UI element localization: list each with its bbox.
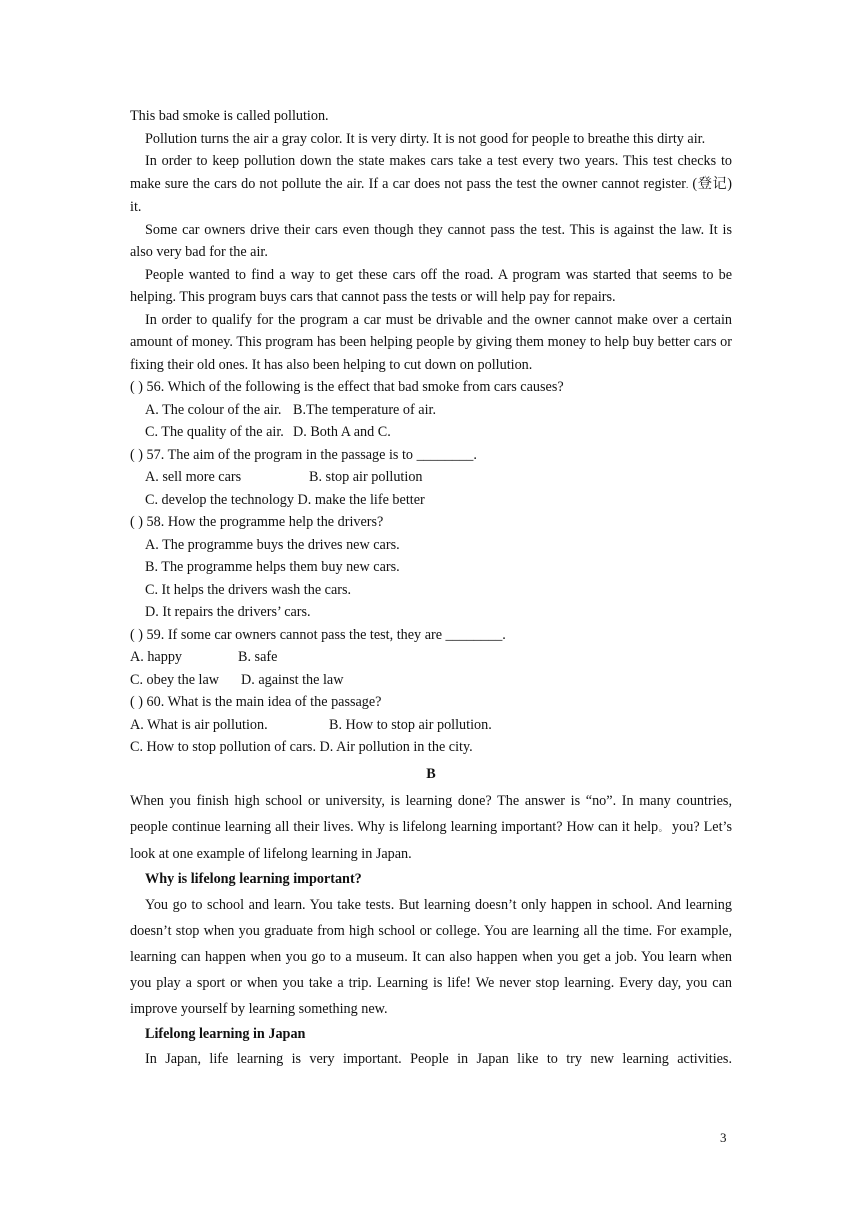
option-59-c: C. obey the law	[130, 671, 220, 688]
question-59: ( ) 59. If some car owners cannot pass the test, they are ________.	[130, 626, 506, 643]
question-57: ( ) 57. The aim of the program in the passage is to ________.	[130, 446, 477, 463]
passage-b-heading-2: Lifelong learning in Japan	[145, 1025, 306, 1042]
option-57-b: B. stop air pollution	[309, 469, 423, 485]
paragraph-2-text-end: (登记) it.	[130, 175, 732, 215]
option-58-d: D. It repairs the drivers’ cars.	[145, 604, 311, 620]
option-56-b: B.The temperature of air.	[293, 401, 436, 418]
option-59-a: A. happy	[130, 649, 183, 665]
passage-a-paragraph-2	[130, 150, 732, 219]
passage-a-line-1: This bad smoke is called pollution.	[130, 108, 329, 124]
question-57-options-cd: C. develop the technology D. make the life better	[145, 491, 425, 508]
question-57-options-ab	[130, 466, 732, 489]
passage-a-paragraph-5: In order to qualify for the program a car must be drivable and the owner cannot make over a certain amount of money. This program has been helping people by giving them money to help buy better cars or fixing their old ones. It has also been helping to cut down on pollution.	[130, 311, 732, 373]
paragraph-b1-mark: 。	[658, 823, 669, 833]
passage-b-paragraph-2: You go to school and learn. You take tests. But learning doesn’t only happen in school. And learning doesn’t stop when you graduate from high school or college. You are learning all the time. For example, learning can happen when you go to a museum. It can also happen when you get a job. You learn when you play a sport or when you take a trip. Learning is life! We never stop learning. Every day, you can improve yourself by learning something new.	[130, 896, 732, 1017]
option-56-a: A. The colour of the air.	[145, 401, 282, 418]
option-59-d: D. against the law	[241, 671, 344, 688]
option-59-b: B. safe	[238, 649, 278, 665]
question-59-options-cd	[130, 669, 732, 692]
question-56-options-ab	[130, 399, 732, 422]
option-60-a: A. What is air pollution.	[130, 716, 268, 733]
question-60-options-cd: C. How to stop pollution of cars. D. Air pollution in the city.	[130, 739, 473, 755]
passage-b-title: B	[426, 765, 436, 782]
option-56-d: D. Both A and C.	[293, 424, 391, 440]
question-58: ( ) 58. How the programme help the drivers?	[130, 514, 384, 530]
passage-a-paragraph-3: Some car owners drive their cars even though they cannot pass the test. This is against the law. It is also very bad for the air.	[130, 221, 732, 260]
paragraph-b1-text: When you finish high school or university, is learning done? The answer is “no”. In many countries, people continue learning all their lives. Why is lifelong learning important? How can it help	[130, 793, 732, 835]
document-body	[130, 105, 732, 1072]
page-number: 3	[720, 1130, 727, 1145]
question-56-options-cd	[130, 421, 732, 444]
paragraph-2-text: In order to keep pollution down the state makes cars take a test every two years. This test checks to make sure the cars do not pollute the air. If a car does not pass the test the owner cannot register	[130, 153, 732, 192]
passage-b-heading-1: Why is lifelong learning important?	[145, 871, 362, 887]
option-56-c: C. The quality of the air.	[145, 424, 284, 440]
option-58-b: B. The programme helps them buy new cars.	[145, 559, 400, 575]
passage-a-paragraph-1: Pollution turns the air a gray color. It is very dirty. It is not good for people to breathe this dirty air.	[145, 130, 706, 147]
passage-b-paragraph-1	[130, 788, 732, 867]
paragraph-2-mark: .	[685, 179, 689, 190]
question-56: ( ) 56. Which of the following is the effect that bad smoke from cars causes?	[130, 379, 564, 395]
question-59-options-ab	[130, 646, 732, 669]
question-60: ( ) 60. What is the main idea of the passage?	[130, 694, 382, 710]
option-58-c: C. It helps the drivers wash the cars.	[145, 581, 352, 598]
option-58-a: A. The programme buys the drives new cars.	[145, 536, 400, 553]
option-57-a: A. sell more cars	[145, 469, 242, 485]
paragraph-b1-text-end: you? Let’s look at one example of lifelong learning in Japan.	[130, 819, 732, 862]
passage-b-paragraph-3: In Japan, life learning is very important. People in Japan like to try new learning activities.	[145, 1051, 732, 1067]
passage-a-paragraph-4: People wanted to find a way to get these cars off the road. A program was started that seems to be helping. This program buys cars that cannot pass the tests or will help pay for repairs.	[130, 266, 732, 305]
question-60-options-ab	[130, 714, 732, 737]
option-60-b: B. How to stop air pollution.	[329, 716, 492, 733]
